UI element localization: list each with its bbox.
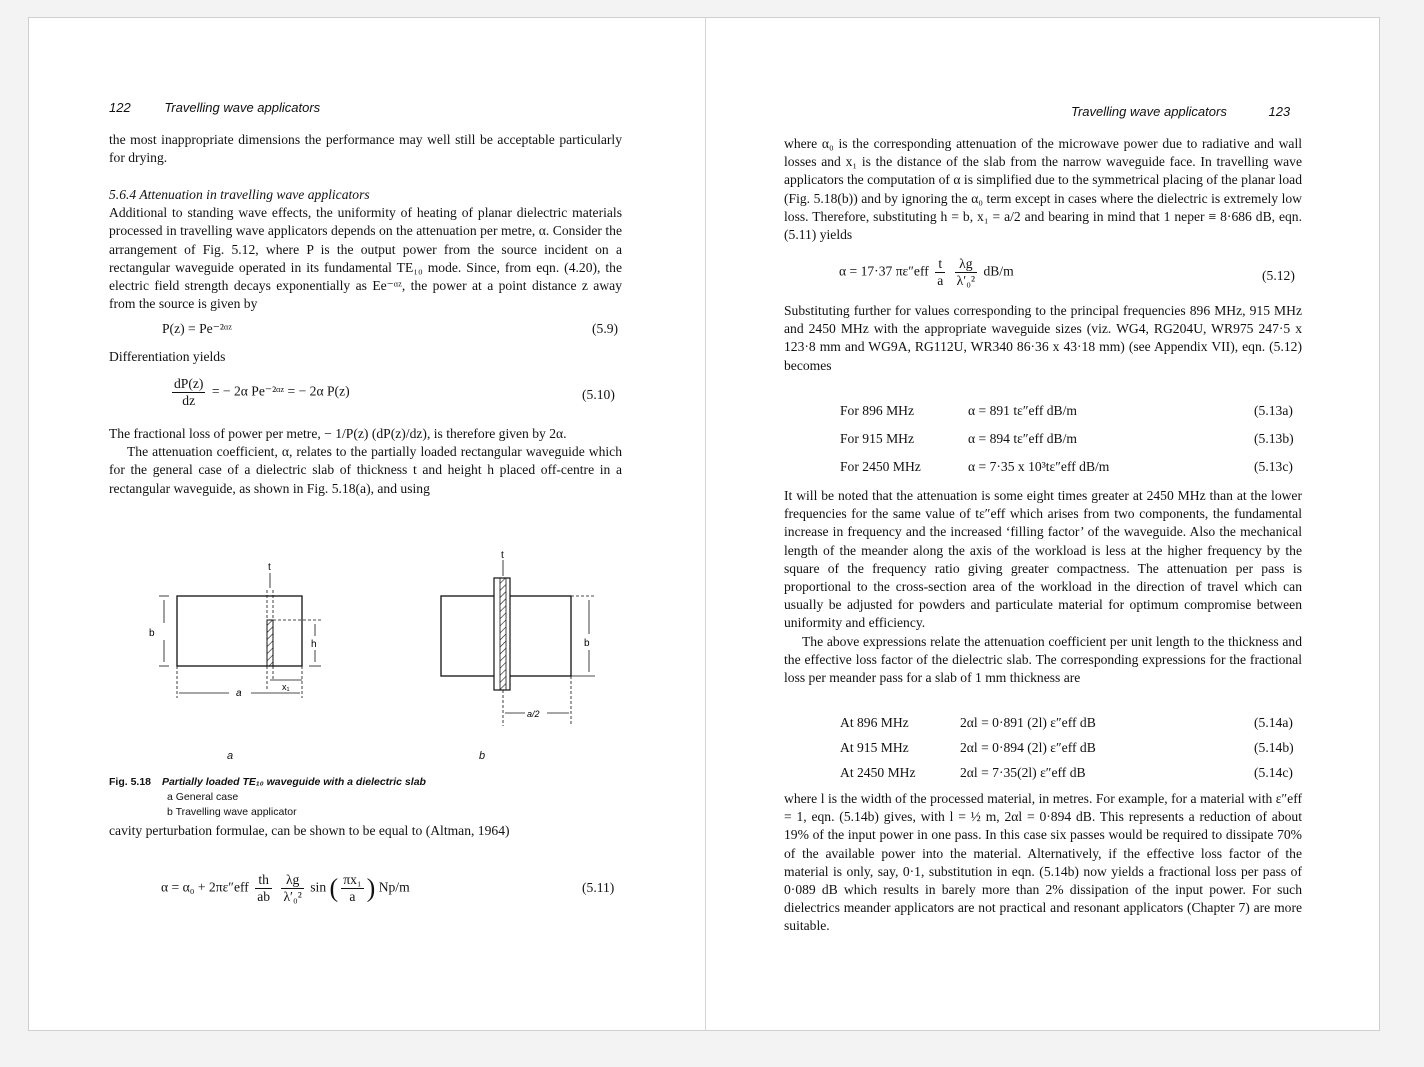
dim-b-label: b [149,628,155,639]
eq-5-13c-freq: For 2450 MHz [840,459,921,474]
equation-number: (5.14a) [1254,715,1293,730]
dim-t-label: t [501,550,504,561]
equation-lhs: α = 17·37 πε″eff [839,263,929,279]
equation-number: (5.13a) [1254,403,1293,418]
dim-a2-label: a/2 [527,709,540,719]
equation-number: (5.14c) [1254,765,1293,780]
denominator: a [937,273,944,288]
denominator: dz [182,393,196,408]
eq-5-14c-freq: At 2450 MHz [840,765,916,780]
dim-a-label: a [236,688,242,699]
left-para-5 [109,822,622,840]
left-running-head: Travelling wave applicators [164,100,321,115]
eq-5-13b-expr: α = 894 tε″eff dB/m [968,431,1077,446]
equation-number: (5.14b) [1254,740,1294,755]
equation-number: (5.10) [582,387,615,402]
diagram-b [441,550,595,726]
right-para-5 [784,790,1302,936]
paragraph: cavity perturbation formulae, can be shown to be equal to (Altman, 1964) [109,823,510,838]
eq-5-14b-freq: At 915 MHz [840,740,909,755]
caption-label: Fig. 5.18 [109,776,152,788]
equation-5-10 [169,376,350,409]
eq-5-14c-expr: 2αl = 7·35(2l) ε″eff dB [960,765,1086,780]
dim-t-label: t [268,562,271,573]
left-page [29,18,705,1030]
right-para-2 [784,302,1302,375]
equation-number: (5.9) [592,321,619,336]
numerator: λg [955,256,977,273]
right-paren: ) [366,873,376,903]
left-para-1 [109,131,622,167]
figure-sublabel-b: b [479,750,486,762]
eq-5-13b-freq: For 915 MHz [840,431,915,446]
denominator: λ′₀² [283,889,302,904]
left-page-number: 122 [109,100,131,115]
equation-unit: dB/m [983,263,1014,279]
paragraph: Substituting further for values corresponding to the principal frequencies 896 MHz, 915 MHz and 2450 MHz with the appropriate waveguide sizes (viz. WG4, RG204U, WR975 247·5 x 123·8 mm and WG9A, RG112U, WR340 86·36 x 43·18 mm) (see Appendix VII), eqn. (5.12) becomes [784,303,1302,373]
denominator: a [349,889,356,904]
fraction [281,872,303,905]
left-diff-yields [109,348,622,366]
equation-lhs: α = α₀ + 2πε″eff [161,879,249,895]
fraction [341,872,363,905]
dim-x1-label: x₁ [282,682,290,692]
paragraph: It will be noted that the attenuation is some eight times greater at 2450 MHz than at the lower frequencies for the same value of tε″eff which arises from two components, the fundamental increase in frequency and the increased ‘filling factor’ of the waveguide. Also the mechanical length of the meander along the axis of the workload is less at the higher frequency by the square of the frequency ratio giving greater compactness. The attenuation per pass is proportional to the cross-section area of the workload in the direction of travel which can usually be adjusted for powders and particulate material for optimum compromise between uniformity and efficiency. [784,488,1302,631]
equation-number: (5.13b) [1254,431,1294,446]
paragraph: The attenuation coefficient, α, relates to the partially loaded rectangular waveguide which for the general case of a dielectric slab of thickness t and height h placed off-centre in a rectangular waveguide, as shown in Fig. 5.18(a), and using [109,444,622,496]
right-running-head: Travelling wave applicators [1071,104,1227,119]
equation-5-9: P(z) = Pe⁻²ᵅᶻ [162,321,232,336]
caption-item-b: b Travelling wave applicator [167,806,297,818]
numerator: th [255,872,272,889]
right-para-3 [784,487,1302,687]
caption-item-a: a General case [167,791,239,803]
figure-sublabel-a: a [227,750,234,762]
denominator: ab [257,889,271,904]
fraction [935,256,945,289]
eq-5-13c-expr: α = 7·35 x 10³tε″eff dB/m [968,459,1110,474]
equation-number: (5.11) [582,880,615,895]
right-running-header [1071,104,1290,119]
equation-5-12 [839,256,1014,289]
dim-b-label: b [584,638,590,649]
numerator: λg [281,872,303,889]
dim-h-label: h [311,639,317,650]
paragraph: where α₀ is the corresponding attenuation of the microwave power due to radiative and wall losses and x₁ is the distance of the slab from the narrow waveguide face. In travelling wave applicators the computation of α is simplified due to the symmetrical placing of the planar load (Fig. 5.18(b)) and by ignoring the α₀ term except in cases where the dielectric is extremely low loss. Therefore, substituting h = b, x₁ = a/2 and bearing in mind that 1 neper ≡ 8·686 dB, eqn. (5.11) yields [784,136,1302,243]
fraction [955,256,977,289]
left-section [109,186,622,313]
right-para-1 [784,135,1302,244]
figure-caption [109,775,629,820]
right-page-number: 123 [1268,104,1291,119]
paragraph: The above expressions relate the attenuation coefficient per unit length to the thickness and the effective loss factor of the dielectric slab. The corresponding expressions for the fractional loss per meander pass for a slab of 1 mm thickness are [784,633,1302,686]
paragraph: The fractional loss of power per metre, − 1/P(z) (dP(z)/dz), is therefore given by 2α. [109,426,567,441]
caption-title: Partially loaded TE₁₀ waveguide with a dielectric slab [161,776,426,788]
sin-operator: sin [310,879,327,895]
equation-5-11 [161,872,410,905]
section-heading: 5.6.4 Attenuation in travelling wave applicators [109,187,370,202]
equation-number: (5.13c) [1254,459,1293,474]
left-paren: ( [329,873,339,903]
paragraph: the most inappropriate dimensions the performance may well still be acceptable particularly for drying. [109,132,622,166]
eq-5-14a-expr: 2αl = 0·891 (2l) ε″eff dB [960,715,1096,730]
right-page [706,18,1381,1030]
equation-number: (5.12) [1262,268,1295,283]
denominator: λ′₀² [956,273,976,288]
dielectric-slab [500,578,506,690]
eq-5-13a-freq: For 896 MHz [840,403,915,418]
fraction [172,376,205,409]
paragraph: Additional to standing wave effects, the uniformity of heating of planar dielectric materials processed in travelling wave applicators depends on the attenuation per metre, α. Consider the arrangement of Fig. 5.12, where P is the output power from the source incident on a rectangular waveguide operated in its fundamental TE₁₀ mode. Since, from eqn. (4.20), the electric field strength decays exponentially as Ee⁻ᵅᶻ, the power at a point distance z away from the source is given by [109,205,622,312]
left-para-3 [109,425,622,498]
numerator: dP(z) [174,376,204,391]
equation-unit: Np/m [378,879,410,895]
eq-5-13a-expr: α = 891 tε″eff dB/m [968,403,1077,418]
equation-rhs: = − 2α Pe⁻²ᵅᶻ = − 2α P(z) [211,383,350,399]
eq-5-14b-expr: 2αl = 0·894 (2l) ε″eff dB [960,740,1096,755]
dielectric-slab [267,620,273,666]
figure-5-18 [139,548,599,748]
paragraph: Differentiation yields [109,349,226,364]
diagram-a [149,562,321,699]
paragraph: where l is the width of the processed material, in metres. For example, for a material with ε″eff = 1, eqn. (5.14b) gives, with l = ½ m, 2αl = 0·894 dB. This represents a reduction of about 19% of the input power in one pass. In this case six passes would be required to dissipate 70% of the available power into the material. Alternatively, if the effective loss factor of the material is only, say, 0·1, substitution in eqn. (5.14b) now yields a fractional loss per pass of 0·089 dB which results in barely more than 2% dissipation of the input power. For such dielectrics meander applicators are not practical and resonant applicators (Chapter 7) are more suitable. [784,791,1302,934]
left-running-header [109,100,320,115]
fraction [255,872,272,905]
book-spread [28,17,1380,1031]
eq-5-14a-freq: At 896 MHz [840,715,909,730]
numerator: πx₁ [343,872,362,887]
numerator: t [935,256,945,273]
waveguide-outline [177,596,302,666]
